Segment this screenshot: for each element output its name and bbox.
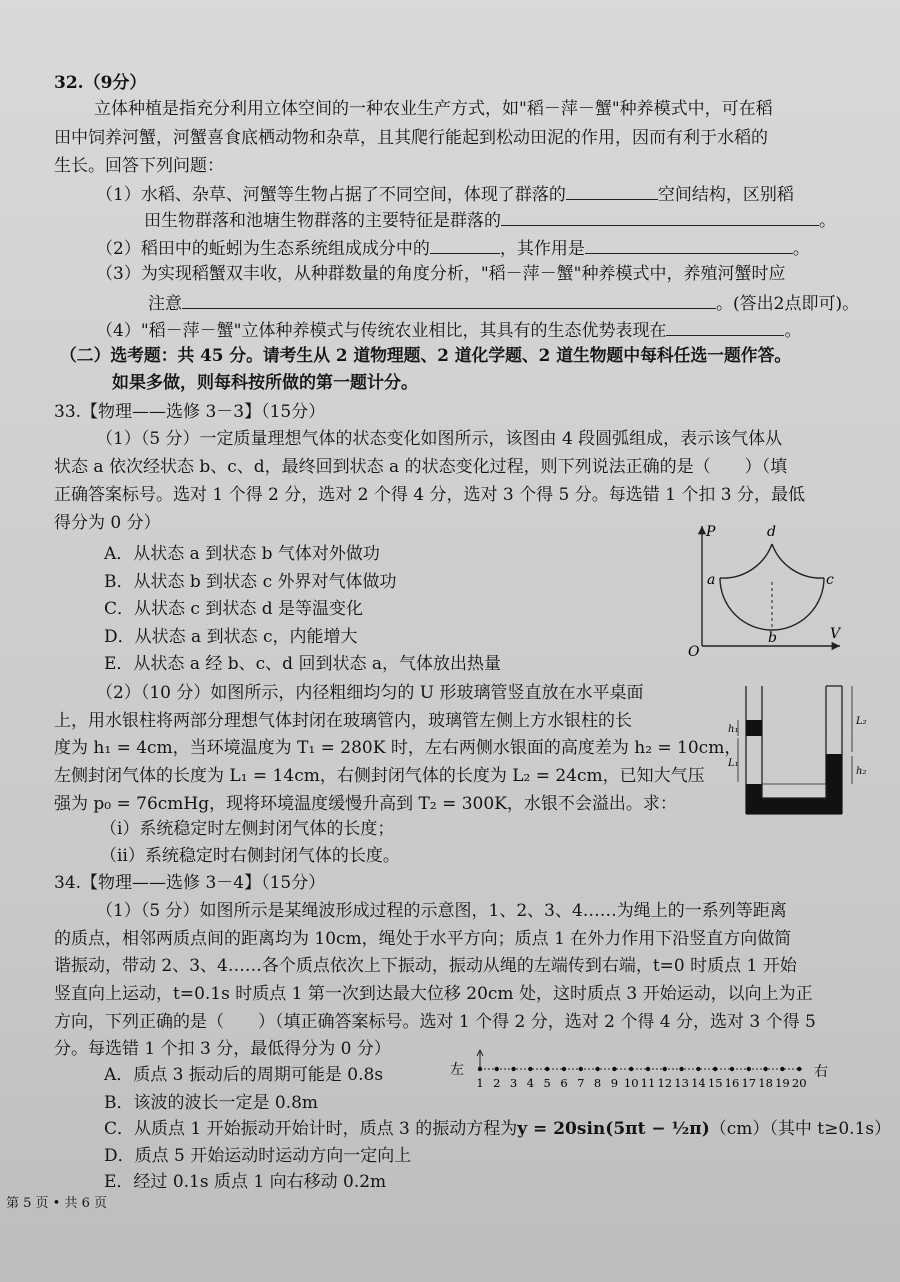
q33-option-e: E．从状态 a 经 b、c、d 回到状态 a，气体放出热量 [104, 654, 501, 674]
q32-title: 32.（9分） [54, 73, 147, 93]
period: 。 [792, 239, 810, 259]
answer-blank[interactable] [182, 291, 716, 309]
q33-option-a: A．从状态 a 到状态 b 气体对外做功 [104, 544, 380, 564]
rope-point-number: 7 [577, 1076, 585, 1090]
q33-p1-line1: （1）（5 分）一定质量理想气体的状态变化如图所示，该图由 4 段圆弧组成，表示该气体从 [96, 429, 783, 449]
rope-point [579, 1067, 583, 1071]
rope-diagram [450, 1046, 840, 1092]
rope-point [478, 1067, 482, 1071]
q34-title: 34.【物理——选修 3－4】（15分） [54, 873, 326, 893]
q32-sub1-text2: 空间结构，区别稻 [657, 185, 794, 205]
q32-sub1-line1 [96, 182, 794, 206]
rope-point-number: 2 [493, 1076, 501, 1090]
pv-graph [680, 520, 850, 658]
q32-sub3-text2: 。(答出2点即可)。 [716, 294, 860, 314]
rope-point-number: 8 [593, 1076, 602, 1090]
rope-point-number: 12 [657, 1076, 673, 1090]
q34-line3: 谐振动，带动 2、3、4……各个质点依次上下振动，振动从绳的左端传到右端，t=0 时质点 1 开始 [54, 956, 797, 976]
q34-line5: 方向，下列正确的是（ ）（填正确答案标号。选对 1 个得 2 分，选对 2 个得 4 分，选对 3 个得 5 [54, 1012, 816, 1032]
q33-option-c: C．从状态 c 到状态 d 是等温变化 [104, 599, 364, 619]
page-footer: 第 5 页 • 共 6 页 [6, 1196, 108, 1211]
rope-left-label: 左 [450, 1062, 464, 1078]
q32-intro-line1: 立体种植是指充分利用立体空间的一种农业生产方式，如"稻－萍－蟹"种养模式中，可在稻 [94, 99, 773, 119]
q32-sub1-text3: 田生物群落和池塘生物群落的主要特征是群落的 [144, 211, 501, 231]
q33-p2-part-i: （ⅰ）系统稳定时左侧封闭气体的长度； [100, 819, 395, 839]
arc-cd [772, 544, 824, 578]
section2-heading: （二）选考题：共 45 分。请考生从 2 道物理题、2 道化学题、2 道生物题中每科任选一题作答。 [60, 345, 792, 365]
rope-point [730, 1067, 734, 1071]
label-c: c [826, 572, 834, 588]
label-d: d [767, 524, 776, 540]
answer-blank[interactable] [585, 236, 793, 254]
rope-point-number: 1 [476, 1076, 484, 1090]
rope-point-number: 20 [791, 1076, 807, 1090]
rope-point-number: 9 [610, 1076, 619, 1090]
rope-point-number: 10 [623, 1076, 639, 1090]
q32-sub4-line [96, 318, 801, 342]
q33-p1-line4: 得分为 0 分） [54, 513, 161, 533]
q33-p2-part-ii: （ⅱ）系统稳定时右侧封闭气体的长度。 [100, 846, 400, 866]
u-tube-diagram [728, 680, 878, 820]
rope-point-number: 6 [560, 1076, 568, 1090]
q32-sub2-line [96, 236, 810, 260]
q32-sub2-text2: ，其作用是 [499, 239, 585, 259]
rope-point [595, 1067, 599, 1071]
q32-intro-text: 生长。回答下列问题： [54, 156, 224, 176]
rope-point [612, 1067, 616, 1071]
section2-note: 如果多做，则每科按所做的第一题计分。 [112, 373, 418, 393]
q34-line1: （1）（5 分）如图所示是某绳波形成过程的示意图，1、2、3、4……为绳上的一系列等距离 [96, 901, 787, 921]
q32-sub3-line2 [148, 291, 859, 315]
label-h2: h₂ [856, 766, 867, 777]
rope-point [629, 1067, 633, 1071]
answer-blank[interactable] [501, 208, 819, 226]
q32-sub1-line2 [144, 208, 836, 232]
arc-da [720, 544, 772, 578]
rope-point-number: 13 [674, 1076, 689, 1090]
rope-point-number: 3 [509, 1076, 518, 1090]
answer-blank[interactable] [430, 236, 500, 254]
q33-p2-line5: 强为 p₀ = 76cmHg，现将环境温度缓慢升高到 T₂ = 300K，水银不会溢出。求： [54, 794, 677, 814]
period: 。 [819, 211, 836, 231]
rope-point [679, 1067, 683, 1071]
vibration-equation: y = 20sin(5πt − ½π) [517, 1119, 710, 1139]
rope-point [562, 1067, 566, 1071]
label-h1: h₁ [728, 724, 739, 735]
q33-p2-line2: 上，用水银柱将两部分理想气体封闭在玻璃管内，玻璃管左侧上方水银柱的长 [54, 711, 632, 731]
q34-option-e: E．经过 0.1s 质点 1 向右移动 0.2m [104, 1172, 387, 1192]
q34-option-d: D．质点 5 开始运动时运动方向一定向上 [104, 1146, 412, 1166]
rope-point-number: 11 [640, 1076, 656, 1090]
q34-option-c-unit: （cm）（其中 t≥0.1s） [709, 1119, 892, 1139]
p-axis-label: P [706, 524, 716, 540]
rope-point [646, 1067, 650, 1071]
label-L2: L₂ [856, 716, 867, 727]
rope-point [763, 1067, 767, 1071]
q34-line6: 分。每选错 1 个扣 3 分，最低得分为 0 分） [54, 1039, 391, 1059]
period: 。 [784, 321, 802, 341]
answer-blank[interactable] [666, 318, 784, 336]
q33-p1-line3: 正确答案标号。选对 1 个得 2 分，选对 2 个得 4 分，选对 3 个得 5 分。每选错 1 个扣 3 分，最低 [54, 485, 805, 505]
q34-line2: 的质点，相邻两质点间的距离均为 10cm，绳处于水平方向；质点 1 在外力作用下沿竖直方向做简 [54, 929, 792, 949]
q32-sub1-text: （1）水稻、杂草、河蟹等生物占据了不同空间，体现了群落的 [96, 185, 566, 205]
q32-sub4-text: （4）"稻－萍－蟹"立体种养模式与传统农业相比，其具有的生态优势表现在 [96, 321, 667, 341]
mercury-column-left-top [746, 720, 762, 736]
rope-point-number: 16 [724, 1076, 740, 1090]
rope-point [545, 1067, 549, 1071]
q33-title: 33.【物理——选修 3－3】（15分） [54, 402, 326, 422]
rope-right-label: 右 [814, 1064, 828, 1080]
rope-point-number: 4 [526, 1076, 535, 1090]
q34-option-c-text: C．从质点 1 开始振动开始计时，质点 3 的振动方程为 [104, 1119, 518, 1139]
arc-abc [720, 578, 824, 630]
rope-point-number: 15 [707, 1076, 723, 1090]
rope-point [663, 1067, 667, 1071]
rope-point [747, 1067, 751, 1071]
q32-sub2-text: （2）稻田中的蚯蚓为生态系统组成成分中的 [96, 239, 430, 259]
v-axis-label: V [830, 626, 841, 642]
q34-option-b: B．该波的波长一定是 0.8m [104, 1093, 319, 1113]
q33-option-b: B．从状态 b 到状态 c 外界对气体做功 [104, 572, 397, 592]
rope-point-number: 18 [758, 1076, 773, 1090]
rope-point [696, 1067, 700, 1071]
q33-p2-line1: （2）（10 分）如图所示，内径粗细均匀的 U 形玻璃管竖直放在水平桌面 [96, 683, 644, 703]
q33-option-d: D．从状态 a 到状态 c，内能增大 [104, 627, 358, 647]
rope-point-number: 14 [691, 1076, 706, 1090]
answer-blank[interactable] [566, 182, 658, 200]
q32-sub3-text: 注意 [148, 294, 182, 314]
label-b: b [768, 630, 777, 646]
q33-p1-line2: 状态 a 依次经状态 b、c、d，最终回到状态 a 的状态变化过程，则下列说法正确的是（ ）（填 [54, 457, 788, 477]
q34-option-a: A．质点 3 振动后的周期可能是 0.8s [104, 1065, 384, 1085]
q32-intro-line2: 田中饲养河蟹，河蟹喜食底栖动物和杂草，且其爬行能起到松动田泥的作用，因而有利于水稻的 [54, 128, 768, 148]
q32-sub3-line1: （3）为实现稻蟹双丰收，从种群数量的角度分析，"稻－萍－蟹"种养模式中，养殖河蟹时应 [96, 264, 786, 284]
q32-intro-line3 [54, 155, 224, 177]
label-L1: L₁ [728, 758, 739, 769]
rope-point [797, 1067, 801, 1071]
rope-point [495, 1067, 499, 1071]
rope-point [713, 1067, 717, 1071]
rope-point [511, 1067, 515, 1071]
rope-point-number: 19 [775, 1076, 790, 1090]
origin-label: O [688, 644, 700, 658]
q34-option-c [104, 1118, 891, 1140]
rope-point-number: 5 [543, 1076, 551, 1090]
rope-point-number: 17 [741, 1076, 757, 1090]
q34-line4: 竖直向上运动，t=0.1s 时质点 1 第一次到达最大位移 20cm 处，这时质点 3 开始运动，以向上为正 [54, 984, 813, 1004]
rope-point [528, 1067, 532, 1071]
q33-p2-line3: 度为 h₁ = 4cm，当环境温度为 T₁ = 280K 时，左右两侧水银面的高度差为 h₂ = 10cm， [54, 738, 742, 758]
label-a: a [707, 572, 716, 588]
rope-point [780, 1067, 784, 1071]
q33-p2-line4: 左侧封闭气体的长度为 L₁ = 14cm，右侧封闭气体的长度为 L₂ = 24cm，已知大气压 [54, 766, 705, 786]
mercury-right [826, 754, 842, 798]
